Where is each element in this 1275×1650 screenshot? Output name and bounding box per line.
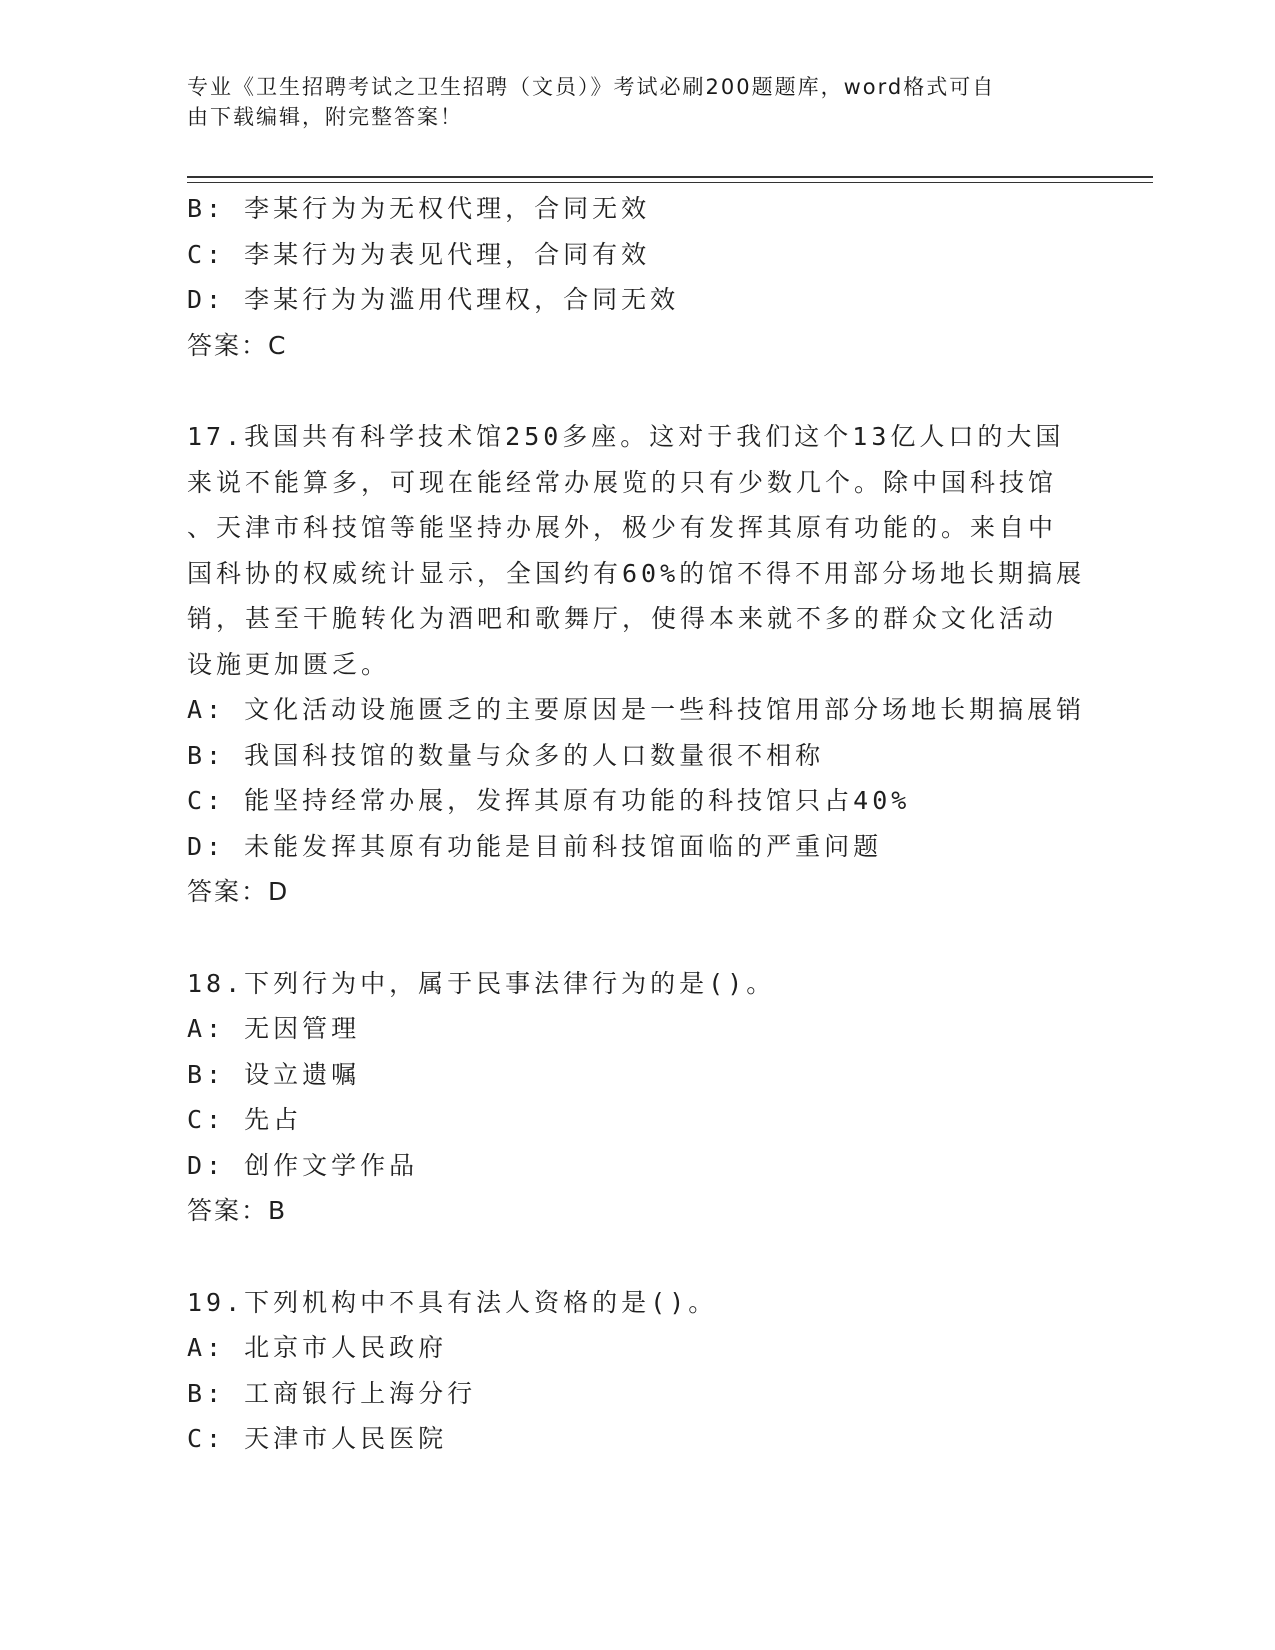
question-stem: 18.下列行为中，属于民事法律行为的是()。 <box>187 968 776 998</box>
option-a: A: 北京市人民政府 <box>187 1333 448 1362</box>
question-stem-line: 设施更加匮乏。 <box>187 649 391 679</box>
option-d: D: 李某行为为滥用代理权，合同无效 <box>187 285 680 314</box>
question-stem-line: 、天津市科技馆等能坚持办展外，极少有发挥其原有功能的。来自中 <box>187 513 1058 542</box>
option-b: B: 我国科技馆的数量与众多的人口数量很不相称 <box>187 740 825 770</box>
option-b: B: 李某行为为无权代理，合同无效 <box>187 194 651 223</box>
answer-line: 答案：D <box>187 877 290 906</box>
option-b: B: 工商银行上海分行 <box>187 1378 477 1408</box>
option-d: D: 未能发挥其原有功能是目前科技馆面临的严重问题 <box>187 831 883 861</box>
header-line-1: 专业《卫生招聘考试之卫生招聘（文员）》考试必刷200题题库，word格式可自 <box>187 75 996 99</box>
question-19 <box>187 1280 1087 1462</box>
option-c: C: 天津市人民医院 <box>187 1424 448 1453</box>
option-b: B: 设立遗嘱 <box>187 1059 361 1089</box>
answer-line: 答案：C <box>187 330 288 360</box>
answer-line: 答案：B <box>187 1196 288 1225</box>
document-body <box>187 186 1087 1462</box>
document-header <box>187 72 1067 132</box>
question-gap <box>187 368 1087 414</box>
header-divider-thin <box>187 182 1153 183</box>
question-18 <box>187 961 1087 1234</box>
question-stem-line: 17.我国共有科学技术馆250多座。这对于我们这个13亿人口的大国 <box>187 422 1065 451</box>
question-stem-line: 销，甚至干脆转化为酒吧和歌舞厅，使得本来就不多的群众文化活动 <box>187 604 1058 633</box>
question-16 <box>187 186 1087 368</box>
option-a: A: 文化活动设施匮乏的主要原因是一些科技馆用部分场地长期搞展销 <box>187 695 1086 724</box>
option-d: D: 创作文学作品 <box>187 1150 419 1180</box>
question-gap <box>187 1234 1087 1280</box>
option-c: C: 能坚持经常办展，发挥其原有功能的科技馆只占40% <box>187 786 911 815</box>
option-c: C: 先占 <box>187 1105 303 1134</box>
header-line-2: 由下载编辑，附完整答案！ <box>187 105 463 129</box>
question-gap <box>187 915 1087 961</box>
option-c: C: 李某行为为表见代理，合同有效 <box>187 239 651 269</box>
question-17 <box>187 414 1087 915</box>
option-a: A: 无因管理 <box>187 1014 361 1043</box>
header-divider-thick <box>187 176 1153 178</box>
question-stem-line: 来说不能算多，可现在能经常办展览的只有少数几个。除中国科技馆 <box>187 467 1058 497</box>
question-stem: 19.下列机构中不具有法人资格的是()。 <box>187 1287 718 1317</box>
question-stem-line: 国科协的权威统计显示，全国约有60%的馆不得不用部分场地长期搞展 <box>187 558 1086 588</box>
